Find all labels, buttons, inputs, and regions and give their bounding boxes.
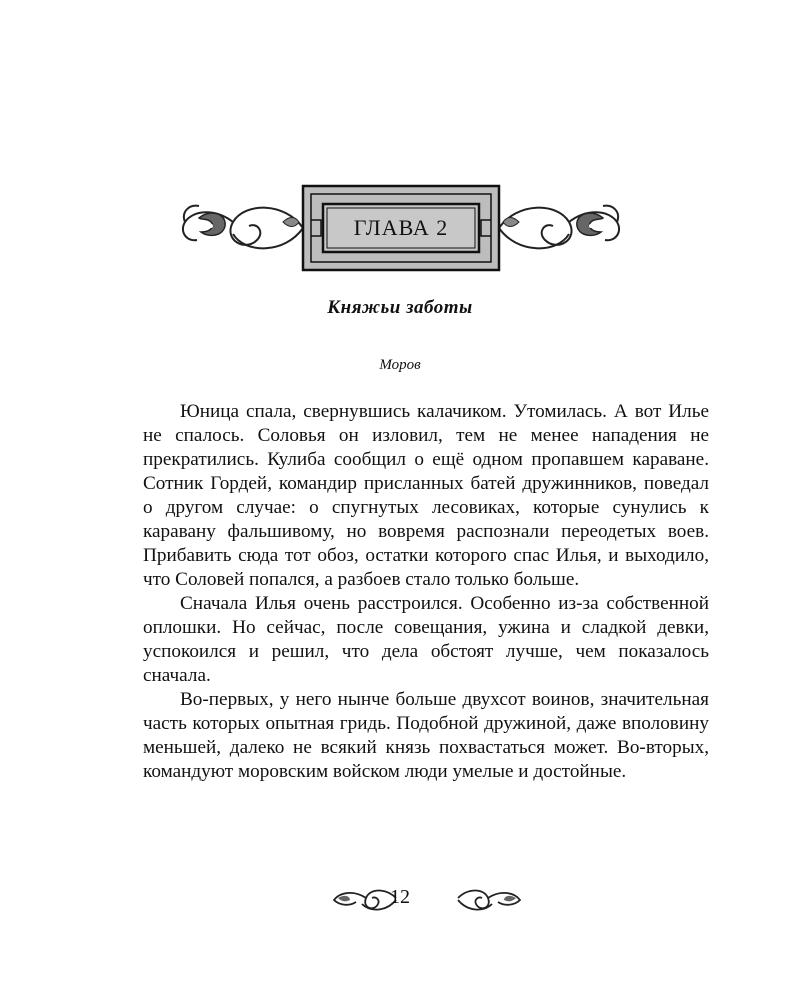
right-flourish-icon [454,882,524,918]
page-number: 12 [390,886,410,908]
chapter-title: Княжьи заботы [327,297,473,318]
paragraph: Юница спала, свернувшись калачиком. Утомилась. А вот Илье не спалось. Соловья он изловил, тем не менее нападения не прекратились. Кулиба сообщил о ещё одном пропавшем караване. Сотник Гордей, командир присланных батей дружинников, поведал о другом случае: о спугнутых лесовиках, которые сунулись к каравану фальшивому, но вовремя распознали переодетых воев. Прибавить сюда тот обоз, остатки которого спас Илья, и выходило, что Соловей попался, а разбоев стало только больше. [143,401,709,590]
chapter-label: ГЛАВА 2 [353,215,449,240]
section-title: Моров [379,357,421,373]
body-text [143,400,709,784]
page-footer [0,882,800,918]
paragraph: Во-первых, у него нынче больше двухсот воинов, значительная часть которых опытная гридь. Подобной дружиной, даже вполовину меньшей, далеко не всякий князь похвастаться может. Во-вторых, командуют моровским войском люди умелые и достойные. [143,689,709,782]
paragraph: Сначала Илья очень расстроился. Особенно из-за собственной оплошки. Но сейчас, после совещания, ужина и сладкой девки, успокоился и решил, что дела обстоят лучше, чем показалось сначала. [143,593,709,686]
chapter-header-ornament [175,182,627,274]
